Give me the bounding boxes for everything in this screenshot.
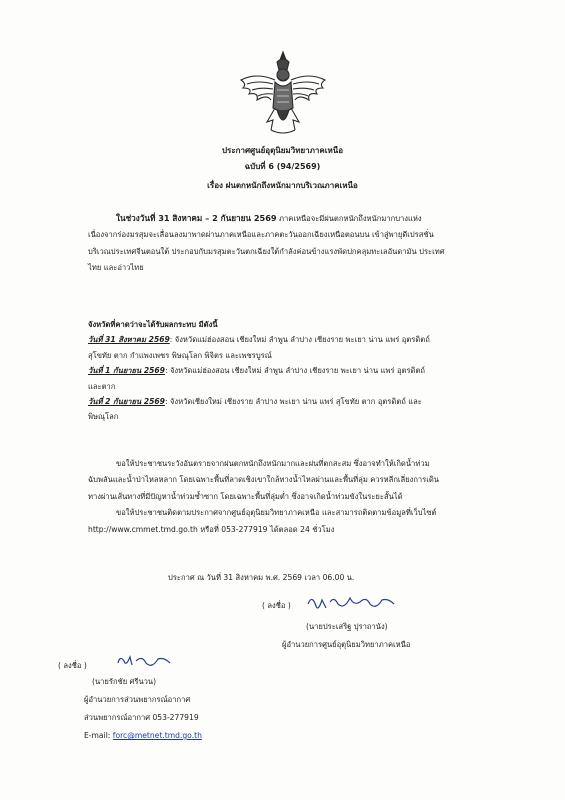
forecast-name: (นายรักชัย ศรีนวน) (92, 677, 157, 686)
affected-day-1-cont: สุโขทัย ตาก กำแพงเพชร พิษณุโลก พิจิตร และเพชรบูรณ์ (88, 350, 272, 360)
intro-line-3: บริเวณประเทศจีนตอนใต้ ประกอบกับมรสุมตะวันตกเฉียงใต้กำลังค่อนข้างแรงพัดปกคลุมทะเลอันดามัน ประเทศ (88, 246, 445, 256)
affected-day-1-label: วันที่ 31 สิงหาคม 2569 (88, 335, 170, 345)
issue-number: ฉบับที่ 6 (94/2569) (244, 162, 321, 171)
advice-line-2: ฉับพลันและน้ำป่าไหลหลาก โดยเฉพาะพื้นที่ลาดเชิงเขาใกล้ทางน้ำไหลผ่านและพื้นที่ลุ่ม ควรหลีกเลี่ยงการเดิน (88, 475, 439, 485)
intro-lead: ในช่วงวันที่ 31 สิงหาคม – 2 กันยายน 2569 (116, 213, 277, 223)
advice-line-5: http://www.cmmet.tmd.go.th หรือที่ 053-277919 ได้ตลอด 24 ชั่วโมง (88, 524, 335, 534)
intro-line-1: ในช่วงวันที่ 31 สิงหาคม – 2 กันยายน 2569 ภาคเหนือจะมีฝนตกหนักถึงหนักมากบางแห่ง (116, 213, 422, 223)
director-position: ผู้อำนวยการศูนย์อุตุนิยมวิทยาภาคเหนือ (282, 640, 411, 649)
forecast-position: ผู้อำนวยการส่วนพยากรณ์อากาศ (84, 695, 191, 704)
director-name: (นายประเสริฐ ปุราถานัง) (306, 622, 388, 631)
affected-day-2-label: วันที่ 1 กันยายน 2569 (88, 366, 165, 376)
affected-section (88, 319, 510, 423)
announce-date: ประกาศ ณ วันที่ 31 สิงหาคม พ.ศ. 2569 เวลา 06.00 น. (168, 573, 355, 582)
email-link[interactable]: forc@metnet.tmd.go.th (112, 731, 202, 740)
director-signed-label: ( ลงชื่อ ) (262, 601, 291, 610)
advice-paragraph (88, 458, 510, 535)
subject-heading: เรื่อง ฝนตกหนักถึงหนักมากบริเวณภาคเหนือ (207, 181, 358, 190)
affected-day-2: วันที่ 1 กันยายน 2569: จังหวัดแม่ฮ่องสอน เชียงใหม่ ลำพูน ลำปาง เชียงราย พะเยา น่าน แพร่ อุตรดิตถ์ (88, 366, 425, 376)
advice-line-1: ขอให้ประชาชนระวังอันตรายจากฝนตกหนักถึงหนักมากและฝนที่ตกสะสม ซึ่งอาจทำให้เกิดน้ำท่วม (116, 459, 430, 468)
forecast-signed-label: ( ลงชื่อ ) (58, 661, 87, 670)
forecast-phone: ส่วนพยากรณ์อากาศ 053-277919 (84, 713, 199, 722)
affected-day-3: วันที่ 2 กันยายน 2569: จังหวัดเชียงใหม่ เชียงราย ลำปาง พะเยา น่าน แพร่ สุโขทัย ตาก อุตรดิตถ์ และ (88, 396, 422, 406)
affected-day-1: วันที่ 31 สิงหาคม 2569: จังหวัดแม่ฮ่องสอน เชียงใหม่ ลำพูน ลำปาง เชียงราย พะเยา น่าน แพร่ อุตรดิตถ์ (88, 335, 430, 345)
advice-line-4: ขอให้ประชาชนติดตามประกาศจากศูนย์อุตุนิยมวิทยาภาคเหนือ และสามารถติดตามข้อมูลที่เว็บไซต์ (116, 508, 437, 518)
forecast-signature-icon (114, 651, 174, 673)
affected-title: จังหวัดที่คาดว่าจะได้รับผลกระทบ มีดังนี้ (88, 320, 218, 329)
affected-day-2-cont: และตาก (88, 381, 116, 391)
email-label: E-mail: (84, 731, 113, 740)
intro-line-2: เนื่องจากร่องมรสุมจะเลื่อนลงมาพาดผ่านภาคเหนือและภาคตะวันออกเฉียงเหนือตอนบน เข้าสู่พายุดีเปรสชั่น (88, 230, 434, 240)
garuda-emblem-icon (237, 50, 329, 138)
forecast-email-line (84, 730, 202, 741)
intro-paragraph (88, 212, 510, 274)
affected-day-3-cont: พิษณุโลก (88, 412, 119, 422)
director-signature-icon (304, 590, 400, 616)
advice-line-3: ทางผ่านเส้นทางที่มีปัญหาน้ำท่วมซ้ำซาก โดยเฉพาะพื้นที่ลุ่มต่ำ ซึ่งอาจเกิดน้ำท่วมขังในระยะสั้นได้ (88, 491, 403, 501)
affected-day-3-label: วันที่ 2 กันยายน 2569 (88, 396, 165, 406)
intro-line-4: ไทย และอ่าวไทย (88, 263, 144, 273)
agency-heading: ประกาศศูนย์อุตุนิยมวิทยาภาคเหนือ (221, 146, 344, 155)
